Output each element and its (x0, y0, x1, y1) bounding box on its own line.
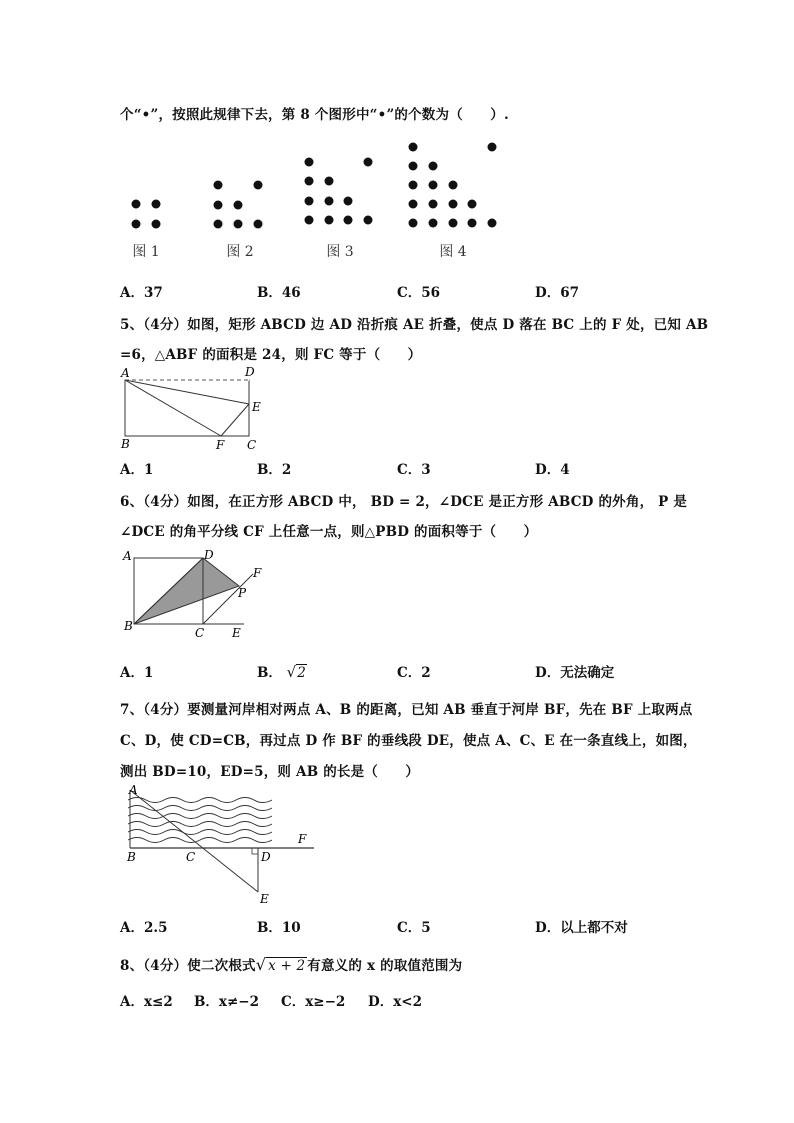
figure-4-label: 图 4 (439, 244, 467, 260)
q6-sqrt-radicand: 2 (297, 665, 306, 681)
q8-stem-line1 (120, 954, 462, 974)
q7-point-e: E (260, 892, 269, 906)
q5-point-d: D (245, 365, 255, 379)
q5-stem-line2: =6，△ABF 的面积是 24，则 FC 等于（ ） (120, 347, 422, 363)
q7-point-d: D (261, 850, 271, 864)
q6-point-e: E (232, 626, 241, 640)
q7-stem-line2: C、D，使 CD=CB，再过点 D 作 BF 的垂线段 DE，使点 A、C、E 在一条直线上，如图， (120, 733, 697, 749)
q7-stem-line3: 测出 BD=10，ED=5，则 AB 的长是（ ） (120, 764, 420, 780)
q6-stem-line1: 6、（4分）如图，在正方形 ABCD 中， BD = 2，∠DCE 是正方形 ABCD 的外角， P 是 (120, 494, 688, 510)
q5-rectangle-figure (118, 362, 278, 452)
figure-1-dots (132, 200, 161, 229)
q4-option-b[interactable]: B．46 (257, 285, 301, 301)
q6-option-b-label: B． (257, 665, 282, 681)
q5-option-a[interactable]: A．1 (120, 462, 154, 478)
q8-option-b[interactable]: B．x≠−2 (194, 994, 259, 1010)
q6-point-a: A (123, 549, 132, 563)
q6-point-p: P (238, 586, 247, 600)
q6-point-c: C (195, 626, 205, 640)
q7-option-b[interactable]: B．10 (257, 920, 301, 936)
q5-stem-line1: 5、（4分）如图，矩形 ABCD 边 AD 沿折痕 AE 折叠，使点 D 落在 BC 上的 F 处，已知 AB (120, 317, 709, 333)
q5-point-b: B (121, 437, 130, 451)
q5-point-a: A (121, 366, 130, 380)
q7-option-c[interactable]: C．5 (397, 920, 431, 936)
q7-point-b: B (127, 850, 136, 864)
q7-point-a: A (129, 783, 138, 797)
q6-point-b: B (124, 619, 133, 633)
figure-3-label: 图 3 (326, 244, 354, 260)
figure-3-dots (305, 158, 373, 225)
q7-stem-line1: 7、（4分）要测量河岸相对两点 A、B 的距离，已知 AB 垂直于河岸 BF，先在 BF 上取两点 (120, 702, 693, 718)
figure-2-dots (214, 181, 263, 229)
q6-option-d[interactable]: D．无法确定 (535, 665, 615, 681)
figure-4-dots (409, 143, 497, 228)
figure-1-label: 图 1 (132, 244, 160, 260)
q6-option-a[interactable]: A．1 (120, 665, 154, 681)
q8-option-a[interactable]: A．x≤2 (120, 994, 173, 1010)
q4-option-a[interactable]: A．37 (120, 285, 163, 301)
q4-option-c[interactable]: C．56 (397, 285, 441, 301)
river-waves (128, 798, 272, 843)
q8-option-c[interactable]: C．x≥−2 (281, 994, 346, 1010)
q8-stem-post: 有意义的 x 的取值范围为 (307, 958, 463, 974)
q4-stem-tail: 个“•”，按照此规律下去，第 8 个图形中“•”的个数为（ ）. (120, 107, 509, 123)
q8-stem-pre: 8、（4分）使二次根式 (120, 958, 256, 974)
q7-option-a[interactable]: A．2.5 (120, 920, 168, 936)
q6-point-d: D (204, 548, 214, 562)
sqrt-symbol: √ (255, 955, 267, 974)
q6-square-figure (118, 546, 278, 646)
q8-option-d[interactable]: D．x<2 (368, 994, 422, 1010)
q6-stem-line2: ∠DCE 的角平分线 CF 上任意一点，则△PBD 的面积等于（ ） (120, 524, 538, 540)
q6-option-b[interactable] (257, 661, 307, 681)
q7-option-d[interactable]: D．以上都不对 (535, 920, 628, 936)
q5-point-c: C (247, 438, 257, 452)
q8-radicand: x + 2 (268, 958, 306, 974)
figure-2-label: 图 2 (226, 244, 254, 260)
q5-option-d[interactable]: D．4 (535, 462, 570, 478)
q4-option-d[interactable]: D．67 (535, 285, 579, 301)
q6-point-f: F (253, 566, 262, 580)
q7-river-figure (118, 780, 328, 910)
q7-point-c: C (186, 850, 196, 864)
q5-point-e: E (252, 400, 261, 414)
q6-option-c[interactable]: C．2 (397, 665, 431, 681)
q4-dot-figures (120, 135, 520, 265)
q7-point-f: F (298, 832, 307, 846)
q5-option-b[interactable]: B．2 (257, 462, 292, 478)
q5-point-f: F (216, 438, 225, 452)
q5-option-c[interactable]: C．3 (397, 462, 431, 478)
sqrt-symbol: √ (286, 663, 297, 681)
